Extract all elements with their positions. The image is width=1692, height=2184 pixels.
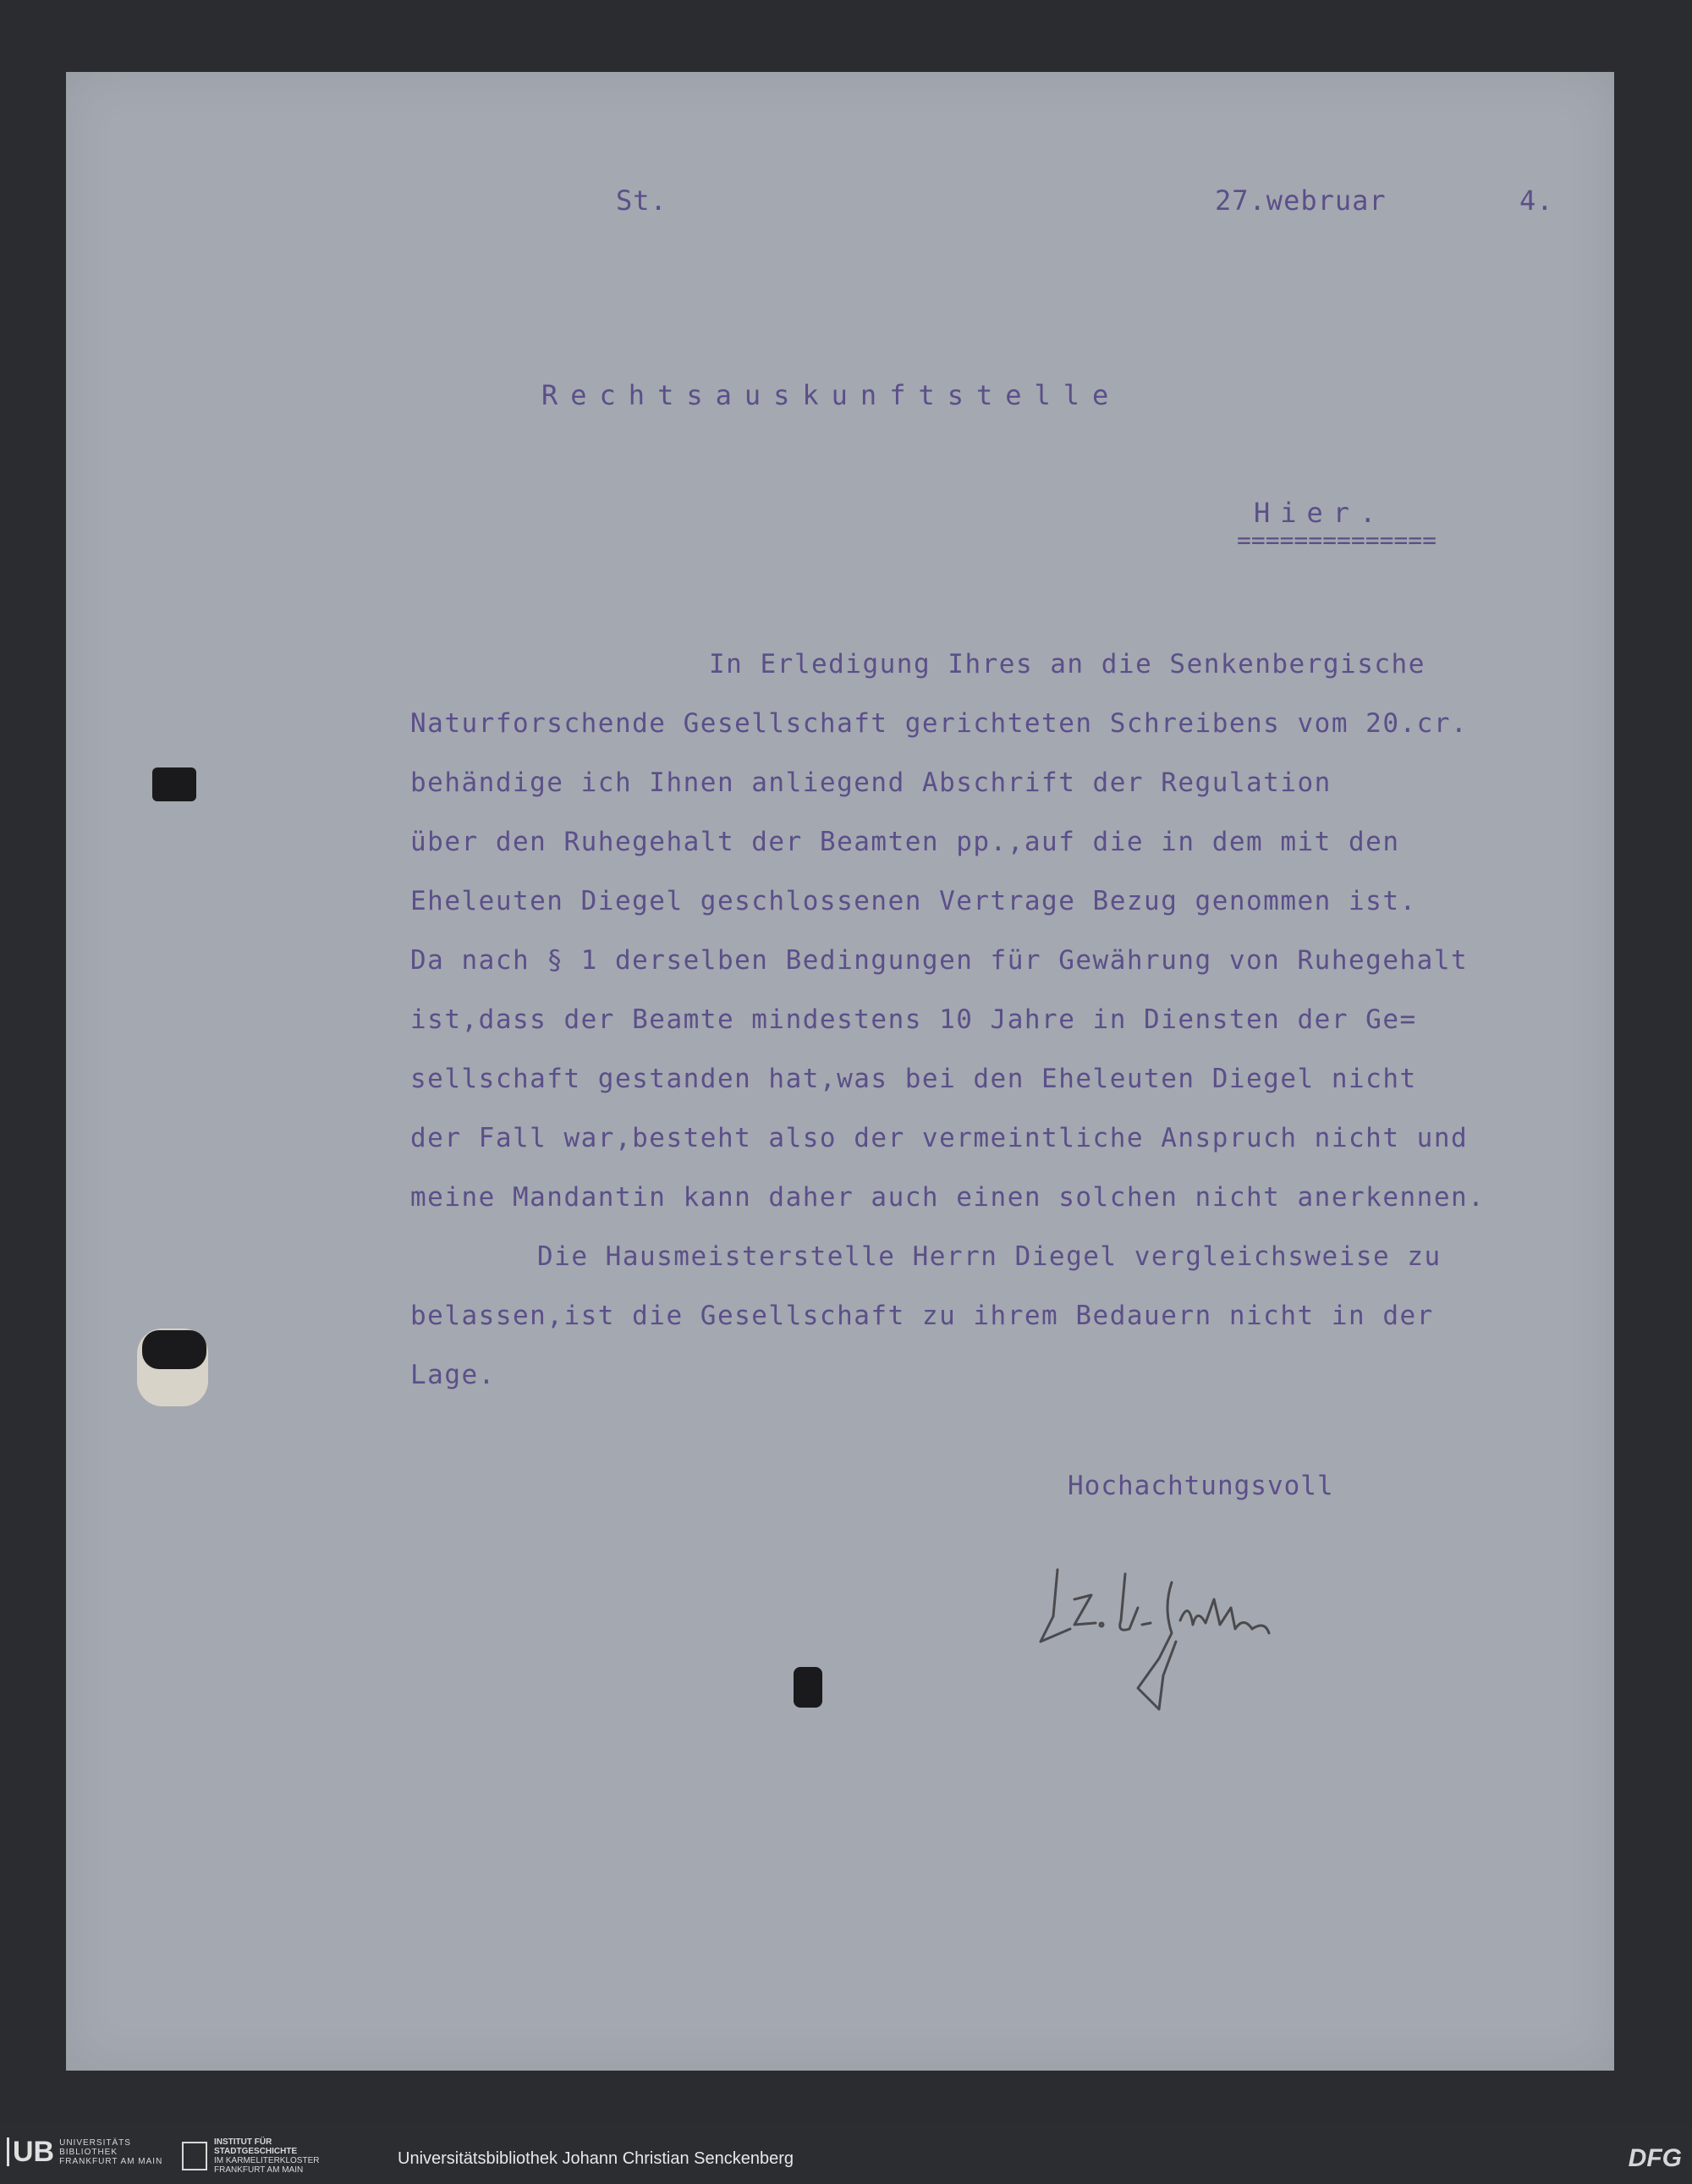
letter-date: 27.webruar xyxy=(1215,184,1387,217)
footer-library-title: Universitätsbibliothek Johann Christian Senckenberg xyxy=(398,2149,794,2168)
body-line: behändige ich Ihnen anliegend Abschrift der Regulation xyxy=(410,767,1332,798)
body-line: meine Mandantin kann daher auch einen solchen nicht anerkennen. xyxy=(410,1182,1486,1213)
punch-hole-upper xyxy=(152,767,196,801)
body-line: Die Hausmeisterstelle Herrn Diegel vergleichsweise zu xyxy=(537,1241,1442,1272)
isg-logo-text: INSTITUT FÜR STADTGESCHICHTE IM KARMELITERKLOSTER FRANKFURT AM MAIN xyxy=(214,2137,320,2175)
ub-logo xyxy=(7,2137,162,2166)
body-line: sellschaft gestanden hat,was bei den Eheleuten Diegel nicht xyxy=(410,1064,1417,1094)
letter-place: St. xyxy=(616,184,667,217)
body-line: Eheleuten Diegel geschlossenen Vertrage Bezug genommen ist. xyxy=(410,886,1417,916)
location-underline: ============== xyxy=(1237,526,1437,554)
body-line: ist,dass der Beamte mindestens 10 Jahre in Diensten der Ge= xyxy=(410,1004,1417,1035)
body-line: über den Ruhegehalt der Beamten pp.,auf die in dem mit den xyxy=(410,827,1400,857)
letter-closing: Hochachtungsvoll xyxy=(1068,1471,1334,1501)
letter-year: 4. xyxy=(1519,184,1554,217)
letter-addressee: Rechtsauskunftstelle xyxy=(541,379,1122,411)
letter-location: Hier. xyxy=(1254,497,1387,529)
isg-logo xyxy=(182,2137,319,2175)
punch-hole-lower xyxy=(142,1330,206,1369)
ub-logo-text: UNIVERSITÄTS BIBLIOTHEK FRANKFURT AM MAIN xyxy=(59,2137,163,2166)
isg-logo-mark xyxy=(182,2142,207,2170)
body-line: Da nach § 1 derselben Bedingungen für Gewährung von Ruhegehalt xyxy=(410,945,1469,976)
body-line: Naturforschende Gesellschaft gerichteten Schreibens vom 20.cr. xyxy=(410,708,1469,739)
ink-blot xyxy=(794,1667,822,1708)
body-line: In Erledigung Ihres an die Senkenbergische xyxy=(709,649,1426,679)
body-line: belassen,ist die Gesellschaft zu ihrem Bedauern nicht in der xyxy=(410,1301,1434,1331)
body-line: Lage. xyxy=(410,1360,496,1390)
body-line: der Fall war,besteht also der vermeintliche Anspruch nicht und xyxy=(410,1123,1469,1153)
ub-logo-mark: UB xyxy=(7,2137,54,2166)
dfg-logo: DFG xyxy=(1628,2144,1682,2172)
handwritten-signature xyxy=(1024,1549,1303,1718)
